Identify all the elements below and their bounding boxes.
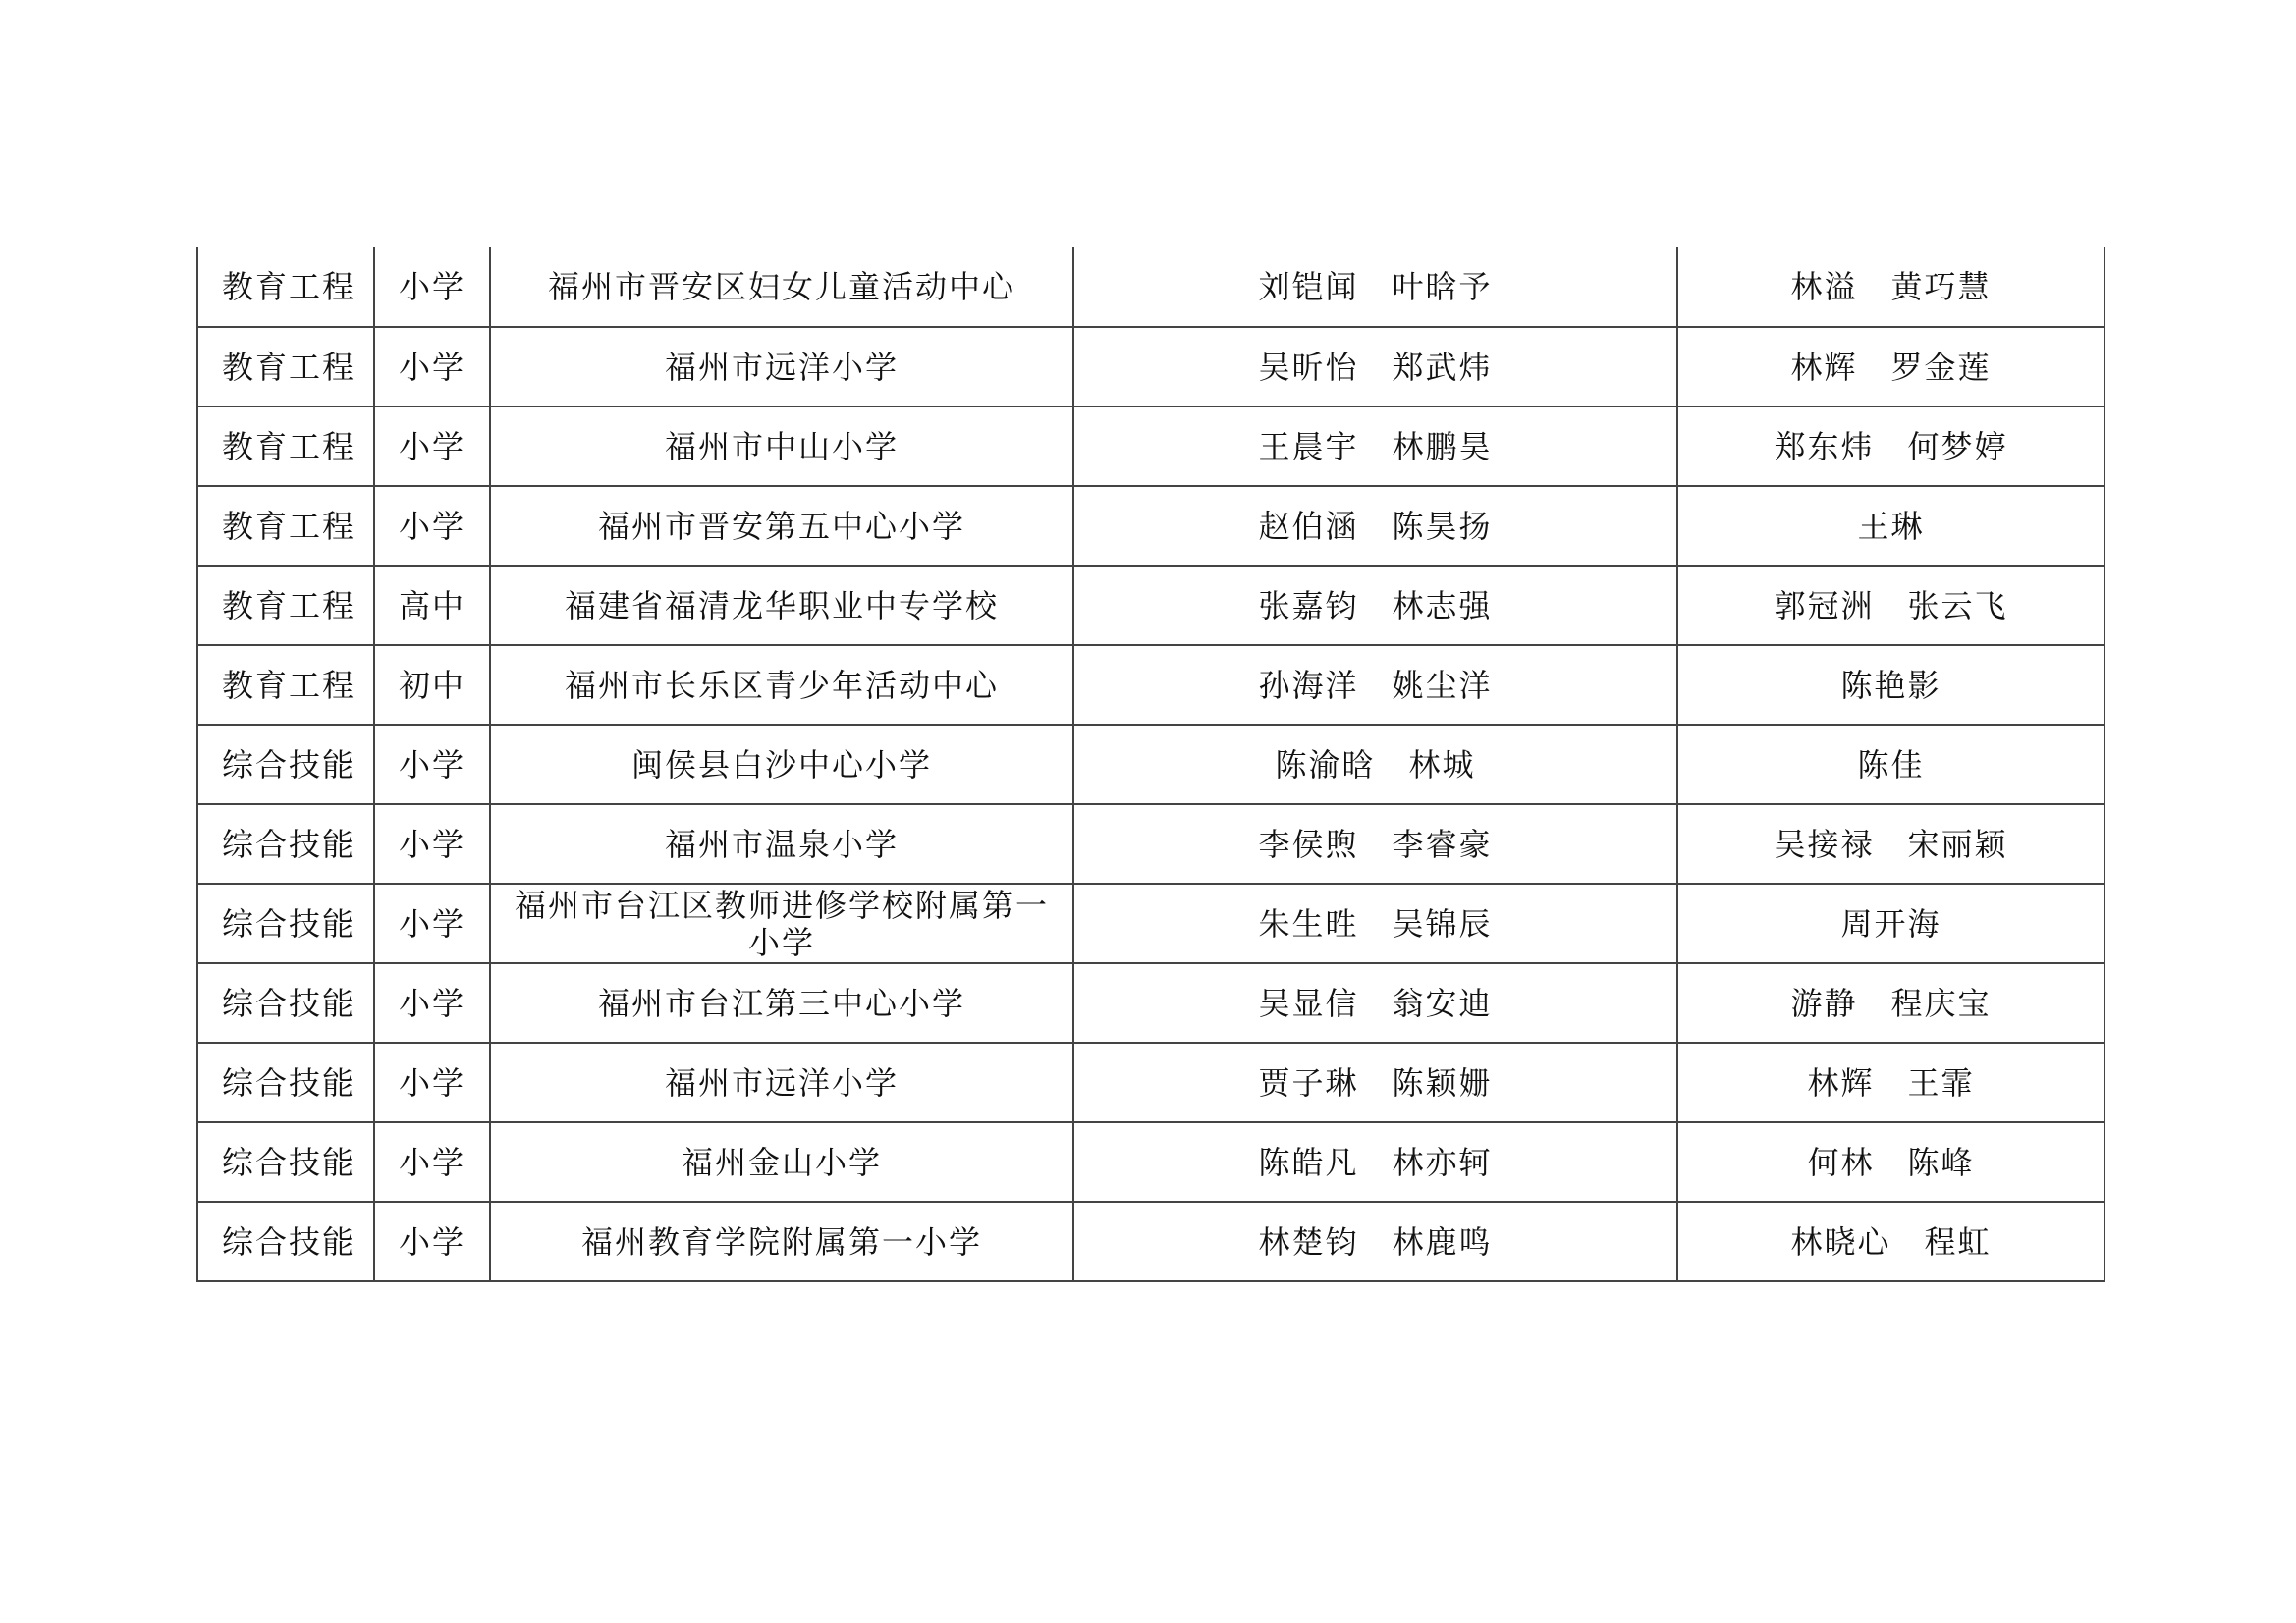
teachers-cell [1677,486,2105,566]
category-cell: 综合技能 [197,1043,374,1122]
students-cell [1073,884,1677,963]
table-row [197,406,2105,486]
table-row [197,645,2105,725]
school-name-cell: 福州市台江区教师进修学校附属第一小学 [490,884,1073,963]
school-level-cell: 小学 [374,725,490,804]
category-cell: 综合技能 [197,884,374,963]
school-name-cell: 福州市长乐区青少年活动中心 [490,645,1073,725]
teachers-cell [1677,1122,2105,1202]
teacher-name: 何林 [1807,1143,1875,1181]
student-name: 贾子琳 [1258,1063,1359,1102]
category-cell: 教育工程 [197,645,374,725]
category-cell: 综合技能 [197,1122,374,1202]
table-row [197,725,2105,804]
students-cell [1073,406,1677,486]
school-level-cell: 小学 [374,804,490,884]
school-level-cell: 小学 [374,327,490,406]
teacher-name: 吴接禄 [1774,825,1875,863]
table-row [197,486,2105,566]
students-cell [1073,963,1677,1043]
teachers-cell [1677,963,2105,1043]
teacher-name: 林辉 [1790,348,1858,386]
school-level-cell: 高中 [374,566,490,645]
teacher-name: 林辉 [1807,1063,1875,1102]
student-name: 叶晗予 [1392,268,1493,305]
teachers-cell [1677,725,2105,804]
students-cell [1073,645,1677,725]
teacher-name: 陈佳 [1857,745,1925,784]
teachers-cell [1677,804,2105,884]
school-name-cell: 福建省福清龙华职业中专学校 [490,566,1073,645]
teachers-cell [1677,1202,2105,1281]
student-name: 林鹿鸣 [1392,1222,1493,1261]
table-row [197,1122,2105,1202]
school-name-cell: 福州教育学院附属第一小学 [490,1202,1073,1281]
category-cell: 综合技能 [197,963,374,1043]
school-name-cell: 福州市中山小学 [490,406,1073,486]
table-row [197,1202,2105,1281]
students-cell [1073,486,1677,566]
student-name: 张嘉钧 [1258,586,1359,624]
school-name-cell: 福州市温泉小学 [490,804,1073,884]
student-name: 陈渝晗 [1275,745,1376,784]
teacher-name: 陈峰 [1907,1143,1975,1181]
students-cell [1073,804,1677,884]
teachers-cell [1677,1043,2105,1122]
school-level-cell: 小学 [374,1202,490,1281]
school-level-cell: 小学 [374,1043,490,1122]
table-row [197,1043,2105,1122]
teachers-cell [1677,247,2105,327]
school-level-cell: 小学 [374,247,490,327]
school-level-cell: 小学 [374,963,490,1043]
students-cell [1073,247,1677,327]
teacher-name: 林晓心 [1790,1222,1891,1261]
students-cell [1073,566,1677,645]
teachers-cell [1677,884,2105,963]
student-name: 姚尘洋 [1392,666,1493,704]
table-row [197,327,2105,406]
student-name: 刘铠闻 [1258,268,1359,305]
student-name: 孙海洋 [1258,666,1359,704]
school-name-cell: 福州市晋安第五中心小学 [490,486,1073,566]
teacher-name: 何梦婷 [1907,427,2008,465]
teacher-name: 张云飞 [1907,586,2008,624]
student-name: 吴锦辰 [1392,904,1493,943]
table-row [197,247,2105,327]
category-cell: 教育工程 [197,566,374,645]
student-name: 林城 [1408,745,1476,784]
student-name: 朱生甠 [1258,904,1359,943]
students-cell [1073,1202,1677,1281]
student-name: 赵伯涵 [1258,507,1359,545]
student-name: 吴昕怡 [1258,348,1359,386]
category-cell: 教育工程 [197,486,374,566]
table-row [197,884,2105,963]
category-cell: 教育工程 [197,247,374,327]
school-level-cell: 小学 [374,884,490,963]
students-cell [1073,327,1677,406]
teacher-name: 宋丽颖 [1907,825,2008,863]
teacher-name: 罗金莲 [1890,348,1992,386]
school-level-cell: 小学 [374,486,490,566]
students-cell [1073,725,1677,804]
teacher-name: 郭冠洲 [1774,586,1875,624]
teacher-name: 陈艳影 [1840,666,1941,704]
teachers-cell [1677,645,2105,725]
student-name: 林志强 [1392,586,1493,624]
category-cell: 综合技能 [197,1202,374,1281]
teacher-name: 林溢 [1790,268,1858,305]
student-name: 林楚钧 [1258,1222,1359,1261]
teacher-name: 游静 [1790,984,1858,1022]
teachers-cell [1677,566,2105,645]
school-level-cell: 小学 [374,1122,490,1202]
student-name: 陈皓凡 [1258,1143,1359,1181]
student-name: 林亦轲 [1392,1143,1493,1181]
teachers-cell [1677,327,2105,406]
school-level-cell: 小学 [374,406,490,486]
table-row [197,566,2105,645]
category-cell: 教育工程 [197,406,374,486]
school-name-cell: 福州市台江第三中心小学 [490,963,1073,1043]
student-name: 李侯煦 [1258,825,1359,863]
teacher-name: 郑东炜 [1774,427,1875,465]
student-name: 李睿豪 [1392,825,1493,863]
school-name-cell: 福州市远洋小学 [490,327,1073,406]
school-name-cell: 闽侯县白沙中心小学 [490,725,1073,804]
table-row [197,963,2105,1043]
table-body [197,247,2105,1281]
student-name: 吴显信 [1258,984,1359,1022]
school-level-cell: 初中 [374,645,490,725]
teachers-cell [1677,406,2105,486]
student-name: 陈昊扬 [1392,507,1493,545]
student-name: 王晨宇 [1258,427,1359,465]
teacher-name: 程庆宝 [1890,984,1992,1022]
student-name: 翁安迪 [1392,984,1493,1022]
teacher-name: 王琳 [1857,507,1925,545]
student-name: 陈颖姗 [1392,1063,1493,1102]
student-name: 林鹏昊 [1392,427,1493,465]
teacher-name: 王霏 [1907,1063,1975,1102]
category-cell: 综合技能 [197,725,374,804]
school-name-cell: 福州市远洋小学 [490,1043,1073,1122]
award-roster-table [196,247,2105,1282]
students-cell [1073,1043,1677,1122]
teacher-name: 黄巧慧 [1890,268,1992,305]
students-cell [1073,1122,1677,1202]
student-name: 郑武炜 [1392,348,1493,386]
school-name-cell: 福州金山小学 [490,1122,1073,1202]
table-row [197,804,2105,884]
school-name-cell: 福州市晋安区妇女儿童活动中心 [490,247,1073,327]
teacher-name: 周开海 [1840,904,1941,943]
category-cell: 综合技能 [197,804,374,884]
category-cell: 教育工程 [197,327,374,406]
teacher-name: 程虹 [1924,1222,1992,1261]
